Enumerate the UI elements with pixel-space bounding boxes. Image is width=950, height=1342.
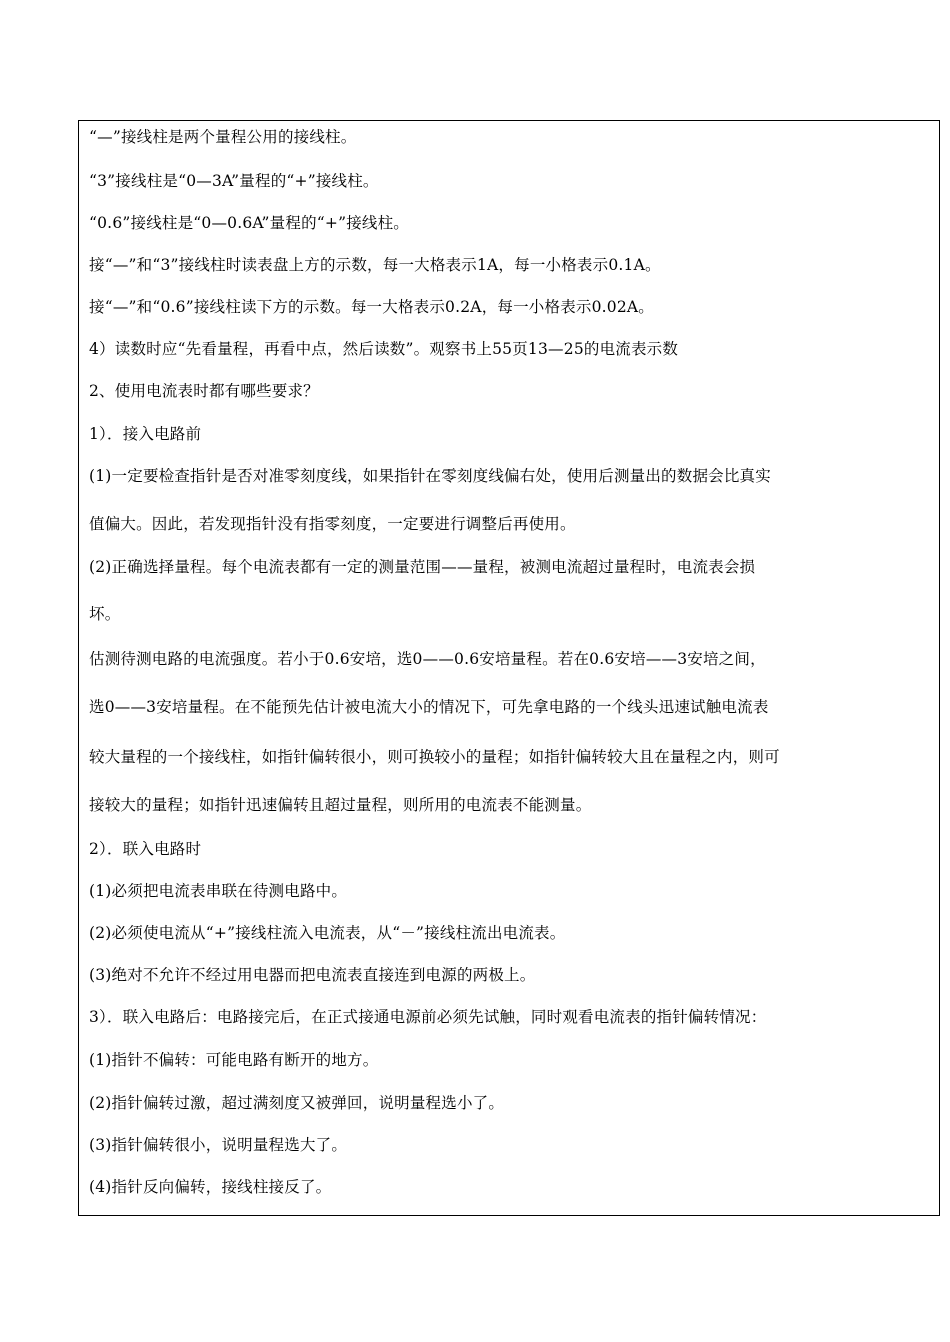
text-line-23: (2)指针偏转过激，超过满刻度又被弹回，说明量程选小了。 [89,1094,505,1112]
text-line-17: 2）．联入电路时 [89,840,202,858]
text-line-2: “3”接线柱是“0—3A”量程的“+”接线柱。 [89,172,379,190]
text-line-21: 3）．联入电路后：电路接完后，在正式接通电源前必须先试触，同时观看电流表的指针偏转情况： [89,1008,767,1026]
text-line-10: 值偏大。因此，若发现指针没有指零刻度，一定要进行调整后再使用。 [89,515,576,533]
text-line-6: 4）读数时应“先看量程，再看中点，然后读数”。观察书上55页13—25的电流表示数 [89,340,679,358]
text-line-9: (1)一定要检查指针是否对准零刻度线，如果指针在零刻度线偏右处，使用后测量出的数据会比真实 [89,467,771,485]
text-line-12: 坏。 [89,605,121,623]
text-line-8: 1）．接入电路前 [89,425,202,443]
text-line-24: (3)指针偏转很小，说明量程选大了。 [89,1136,348,1154]
text-line-18: (1)必须把电流表串联在待测电路中。 [89,882,348,900]
text-line-16: 接较大的量程；如指针迅速偏转且超过量程，则所用的电流表不能测量。 [89,796,592,814]
text-line-4: 接“—”和“3”接线柱时读表盘上方的示数，每一大格表示1A，每一小格表示0.1A。 [89,256,661,274]
text-line-25: (4)指针反向偏转，接线柱接反了。 [89,1178,332,1196]
text-line-11: (2)正确选择量程。每个电流表都有一定的测量范围——量程，被测电流超过量程时，电流表会损 [89,558,756,576]
text-line-15: 较大量程的一个接线柱，如指针偏转很小，则可换较小的量程；如指针偏转较大且在量程之内，则可 [89,748,780,766]
text-line-1: “—”接线柱是两个量程公用的接线柱。 [89,128,357,146]
text-line-13: 估测待测电路的电流强度。若小于0.6安培，选0——0.6安培量程。若在0.6安培——3安培之间， [89,650,766,668]
text-line-22: (1)指针不偏转：可能电路有断开的地方。 [89,1051,379,1069]
text-line-20: (3)绝对不允许不经过用电器而把电流表直接连到电源的两极上。 [89,966,536,984]
text-line-7: 2、使用电流表时都有哪些要求？ [89,382,319,400]
text-line-14: 选0——3安培量程。在不能预先估计被电流大小的情况下，可先拿电路的一个线头迅速试触电流表 [89,698,769,716]
text-line-3: “0.6”接线柱是“0—0.6A”量程的“+”接线柱。 [89,214,410,232]
text-line-5: 接“—”和“0.6”接线柱读下方的示数。每一大格表示0.2A，每一小格表示0.02A。 [89,298,654,316]
text-line-19: (2)必须使电流从“+”接线柱流入电流表，从“－”接线柱流出电流表。 [89,924,566,942]
